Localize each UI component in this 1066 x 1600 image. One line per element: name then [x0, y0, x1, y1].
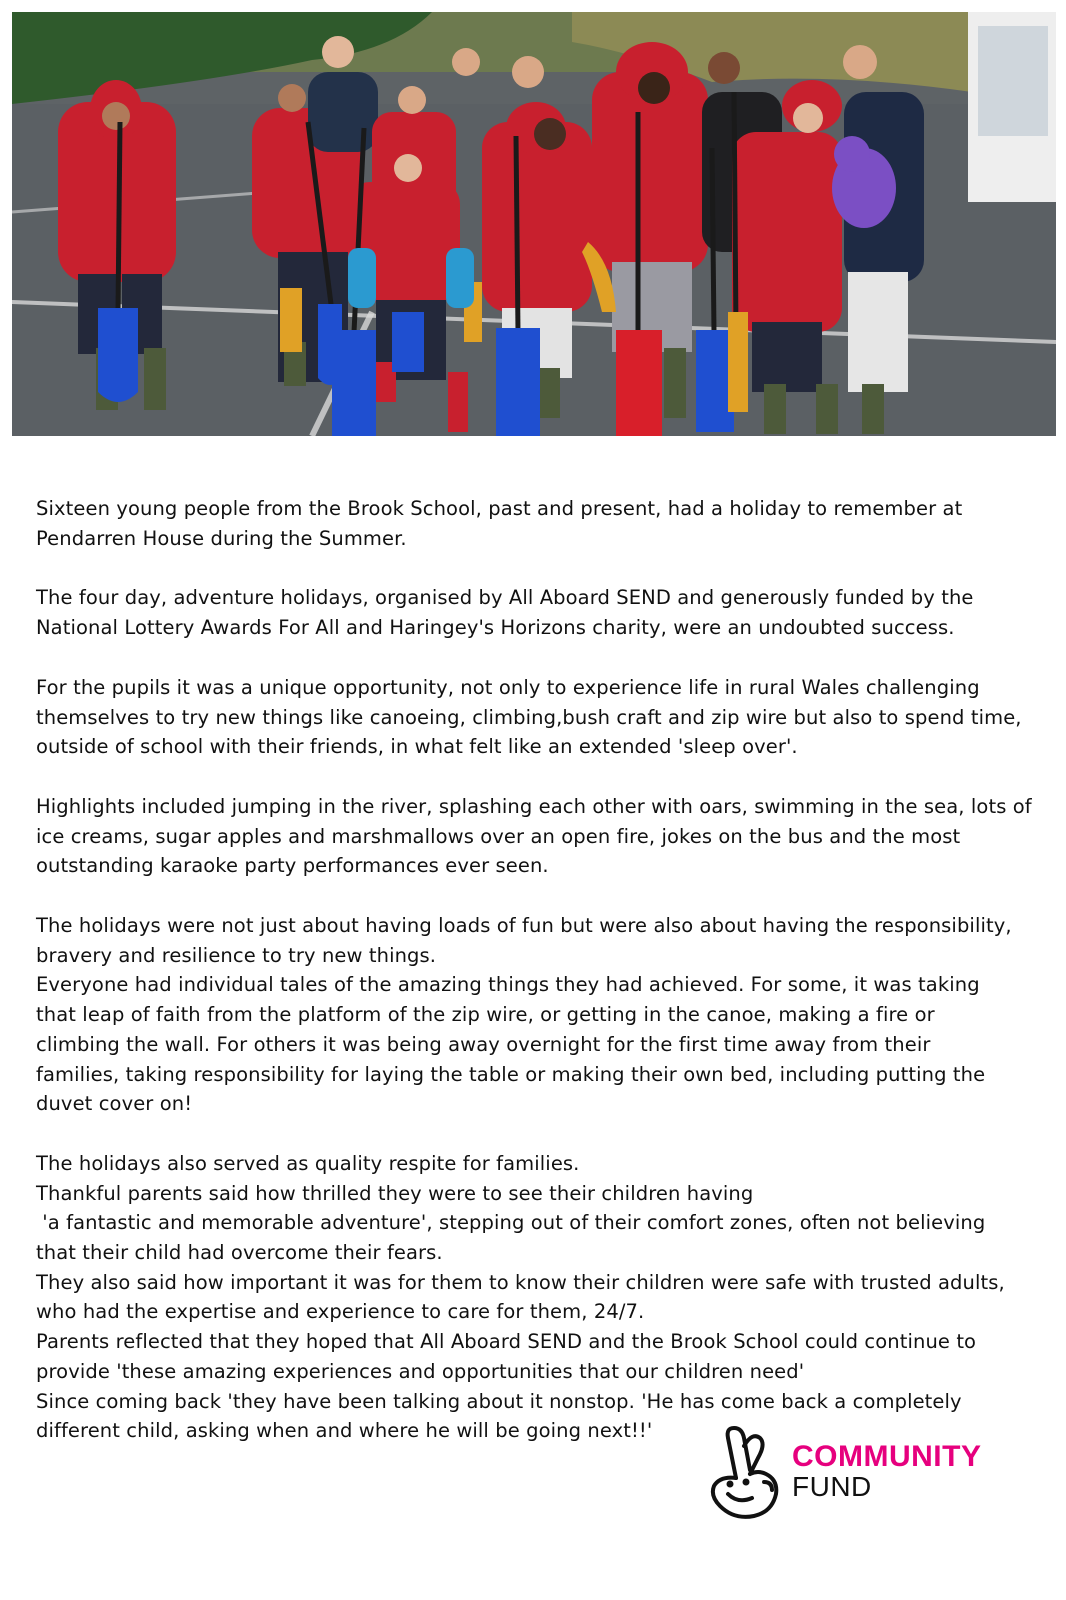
text-line: climbing the wall. For others it was being away overnight for the first time away from their: [36, 1032, 931, 1056]
text-line: outstanding karaoke party performances ever seen.: [36, 854, 549, 878]
paragraph-opportunity: [36, 673, 1036, 762]
text-line: For the pupils it was a unique opportunity, not only to experience life in rural Wales challenging: [36, 675, 980, 699]
paragraph-respite: [36, 1149, 1036, 1446]
text-line: Since coming back 'they have been talking about it nonstop. 'He has come back a completely: [36, 1389, 962, 1413]
text-line: Sixteen young people from the Brook School, past and present, had a holiday to remember at: [36, 497, 963, 520]
logo-line-fund: FUND: [792, 1471, 872, 1502]
text-line: bravery and resilience to try new things.: [36, 943, 437, 967]
paragraph-highlights: [36, 792, 1036, 881]
paragraph-funding: [36, 583, 1036, 642]
text-line: Pendarren House during the Summer.: [36, 526, 407, 550]
text-line: duvet cover on!: [36, 1092, 193, 1116]
text-line: who had the expertise and experience to care for them, 24/7.: [36, 1300, 645, 1324]
text-line: Everyone had individual tales of the amazing things they had achieved. For some, it was taking: [36, 973, 980, 997]
logo-line-community: COMMUNITY: [792, 1440, 982, 1473]
text-line: Highlights included jumping in the river, splashing each other with oars, swimming in the sea, lots of: [36, 794, 1032, 818]
article-body: [36, 494, 1036, 1446]
text-line: The holidays also served as quality respite for families.: [36, 1151, 580, 1175]
text-line: 'a fantastic and memorable adventure', stepping out of their comfort zones, often not believing: [36, 1211, 986, 1235]
text-line: provide 'these amazing experiences and opportunities that our children need': [36, 1359, 805, 1383]
text-line: Parents reflected that they hoped that All Aboard SEND and the Brook School could continue to: [36, 1330, 977, 1354]
text-line: National Lottery Awards For All and Haringey's Horizons charity, were an undoubted success.: [36, 616, 955, 640]
crossed-fingers-icon: [706, 1424, 790, 1524]
text-line: that their child had overcome their fears.: [36, 1241, 443, 1265]
text-line: different child, asking when and where he will be going next!!': [36, 1419, 653, 1443]
text-line: families, taking responsibility for laying the table or making their own bed, including putting the: [36, 1062, 986, 1086]
text-line: They also said how important it was for them to know their children were safe with trusted adults,: [36, 1270, 1005, 1294]
text-line: that leap of faith from the platform of the zip wire, or getting in the canoe, making a fire or: [36, 1003, 935, 1027]
text-line: The four day, adventure holidays, organised by All Aboard SEND and generously funded by the: [36, 586, 974, 610]
text-line: themselves to try new things like canoeing, climbing,bush craft and zip wire but also to spend time,: [36, 705, 1022, 729]
text-line: ice creams, sugar apples and marshmallows over an open fire, jokes on the bus and the most: [36, 824, 961, 848]
group-photo: [12, 12, 1056, 436]
text-line: Thankful parents said how thrilled they were to see their children having: [36, 1181, 754, 1205]
text-line: outside of school with their friends, in what felt like an extended 'sleep over'.: [36, 735, 798, 759]
paragraph-intro: [36, 494, 1036, 553]
logo-wordmark: [792, 1442, 981, 1502]
community-fund-logo: [706, 1424, 1006, 1524]
paragraph-responsibility: [36, 911, 1036, 1119]
text-line: The holidays were not just about having loads of fun but were also about having the responsibility,: [36, 914, 1012, 938]
